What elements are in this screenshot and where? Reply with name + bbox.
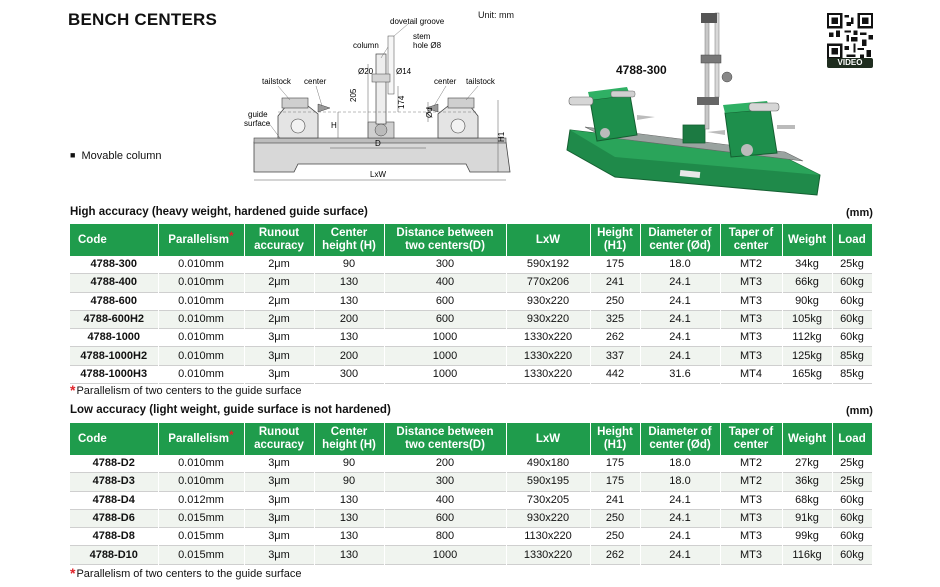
col-center-height: Center height (H) xyxy=(314,423,384,455)
table-header-row xyxy=(70,224,872,256)
cell-runout: 2μm xyxy=(244,310,314,328)
cell-weight: 36kg xyxy=(782,473,832,491)
cell-load: 25kg xyxy=(832,455,872,473)
cell-height: 262 xyxy=(590,546,640,564)
cell-weight: 112kg xyxy=(782,329,832,347)
diagram-column xyxy=(376,54,386,124)
cell-center-height: 90 xyxy=(314,256,384,274)
cell-distance: 300 xyxy=(384,473,506,491)
cell-center-height: 130 xyxy=(314,546,384,564)
cell-load: 85kg xyxy=(832,365,872,383)
feature-text: Movable column xyxy=(81,150,162,162)
cell-diameter: 31.6 xyxy=(640,365,720,383)
cell-weight: 105kg xyxy=(782,310,832,328)
table-row xyxy=(70,274,872,292)
label-column: column xyxy=(353,41,379,50)
col-load: Load xyxy=(832,423,872,455)
label-stem-hole: hole Ø8 xyxy=(413,41,442,50)
col-lxw: LxW xyxy=(506,224,590,256)
cell-diameter: 24.1 xyxy=(640,329,720,347)
cell-weight: 165kg xyxy=(782,365,832,383)
table-row xyxy=(70,473,872,491)
cell-weight: 116kg xyxy=(782,546,832,564)
col-weight: Weight xyxy=(782,224,832,256)
col-lxw: LxW xyxy=(506,423,590,455)
cell-diameter: 24.1 xyxy=(640,491,720,509)
cell-diameter: 24.1 xyxy=(640,509,720,527)
table-row xyxy=(70,491,872,509)
col-diameter: Diameter of center (Ød) xyxy=(640,423,720,455)
cell-height: 337 xyxy=(590,347,640,365)
cell-runout: 3μm xyxy=(244,509,314,527)
cell-runout: 3μm xyxy=(244,329,314,347)
cell-parallelism: 0.010mm xyxy=(158,292,244,310)
cell-parallelism: 0.010mm xyxy=(158,310,244,328)
cell-weight: 34kg xyxy=(782,256,832,274)
col-center-height: Center height (H) xyxy=(314,224,384,256)
table-row xyxy=(70,347,872,365)
label-h: H xyxy=(331,121,337,130)
label-lxw: LxW xyxy=(370,170,386,179)
cell-runout: 3μm xyxy=(244,528,314,546)
label-d20: Ø20 xyxy=(358,67,374,76)
cell-distance: 400 xyxy=(384,274,506,292)
cell-lxw: 730x205 xyxy=(506,491,590,509)
cell-diameter: 18.0 xyxy=(640,473,720,491)
cell-lxw: 590x192 xyxy=(506,256,590,274)
table-header-row xyxy=(70,423,872,455)
product-photo xyxy=(555,5,830,205)
cell-parallelism: 0.010mm xyxy=(158,274,244,292)
cell-distance: 1000 xyxy=(384,365,506,383)
label-dovetail: dovetail groove xyxy=(390,17,445,26)
cell-load: 25kg xyxy=(832,256,872,274)
cell-taper: MT2 xyxy=(720,256,782,274)
cell-taper: MT2 xyxy=(720,473,782,491)
table-row xyxy=(70,455,872,473)
bench-center-diagram xyxy=(238,14,518,186)
cell-code: 4788-D8 xyxy=(70,528,158,546)
feature-item xyxy=(70,150,162,162)
cell-parallelism: 0.010mm xyxy=(158,455,244,473)
label-stem: stem xyxy=(413,32,431,41)
cell-weight: 66kg xyxy=(782,274,832,292)
cell-runout: 2μm xyxy=(244,274,314,292)
cell-lxw: 1330x220 xyxy=(506,546,590,564)
col-code: Code xyxy=(70,423,158,455)
label-d: D xyxy=(375,139,381,148)
cell-distance: 400 xyxy=(384,491,506,509)
col-load: Load xyxy=(832,224,872,256)
cell-taper: MT3 xyxy=(720,310,782,328)
cell-code: 4788-400 xyxy=(70,274,158,292)
cell-center-height: 130 xyxy=(314,509,384,527)
asterisk-icon: * xyxy=(70,382,76,398)
col-parallelism: Parallelism* xyxy=(158,423,244,455)
cell-parallelism: 0.010mm xyxy=(158,256,244,274)
cell-center-height: 90 xyxy=(314,455,384,473)
table-row xyxy=(70,329,872,347)
label-tailstock-right: tailstock xyxy=(466,77,495,86)
cell-load: 60kg xyxy=(832,310,872,328)
cell-taper: MT3 xyxy=(720,509,782,527)
cell-distance: 800 xyxy=(384,528,506,546)
cell-load: 60kg xyxy=(832,491,872,509)
cell-runout: 2μm xyxy=(244,292,314,310)
cell-height: 250 xyxy=(590,528,640,546)
low-accuracy-title: Low accuracy (light weight, guide surface is not hardened) xyxy=(70,404,391,416)
unit-note: Unit: mm xyxy=(478,10,514,20)
col-taper: Taper of center xyxy=(720,224,782,256)
table-row xyxy=(70,310,872,328)
cell-diameter: 18.0 xyxy=(640,256,720,274)
cell-center-height: 300 xyxy=(314,365,384,383)
cell-center-height: 200 xyxy=(314,347,384,365)
cell-lxw: 490x180 xyxy=(506,455,590,473)
label-center-right: center xyxy=(434,77,457,86)
cell-load: 60kg xyxy=(832,292,872,310)
cell-center-height: 130 xyxy=(314,292,384,310)
cell-height: 442 xyxy=(590,365,640,383)
cell-weight: 125kg xyxy=(782,347,832,365)
cell-parallelism: 0.012mm xyxy=(158,491,244,509)
cell-center-height: 90 xyxy=(314,473,384,491)
cell-taper: MT3 xyxy=(720,546,782,564)
col-diameter: Diameter of center (Ød) xyxy=(640,224,720,256)
cell-height: 241 xyxy=(590,274,640,292)
cell-taper: MT3 xyxy=(720,528,782,546)
cell-height: 175 xyxy=(590,256,640,274)
col-distance: Distance between two centers(D) xyxy=(384,224,506,256)
cell-height: 250 xyxy=(590,292,640,310)
cell-code: 4788-D2 xyxy=(70,455,158,473)
low-accuracy-table xyxy=(70,423,873,565)
cell-height: 250 xyxy=(590,509,640,527)
cell-lxw: 770x206 xyxy=(506,274,590,292)
label-surface: surface xyxy=(244,119,271,128)
col-weight: Weight xyxy=(782,423,832,455)
low-accuracy-unit: (mm) xyxy=(846,405,873,417)
cell-weight: 90kg xyxy=(782,292,832,310)
cell-code: 4788-D10 xyxy=(70,546,158,564)
cell-height: 241 xyxy=(590,491,640,509)
cell-diameter: 24.1 xyxy=(640,310,720,328)
bullet-icon: ■ xyxy=(70,150,76,160)
cell-parallelism: 0.015mm xyxy=(158,509,244,527)
cell-parallelism: 0.015mm xyxy=(158,528,244,546)
cell-runout: 3μm xyxy=(244,347,314,365)
cell-distance: 1000 xyxy=(384,347,506,365)
cell-center-height: 200 xyxy=(314,310,384,328)
cell-runout: 3μm xyxy=(244,491,314,509)
cell-runout: 3μm xyxy=(244,365,314,383)
cell-weight: 91kg xyxy=(782,509,832,527)
table-row xyxy=(70,292,872,310)
cell-distance: 600 xyxy=(384,509,506,527)
video-badge[interactable]: VIDEO xyxy=(827,58,873,68)
cell-diameter: 24.1 xyxy=(640,292,720,310)
cell-code: 4788-600H2 xyxy=(70,310,158,328)
table-row xyxy=(70,509,872,527)
cell-taper: MT4 xyxy=(720,365,782,383)
high-accuracy-table xyxy=(70,224,873,384)
cell-height: 262 xyxy=(590,329,640,347)
cell-weight: 99kg xyxy=(782,528,832,546)
table-row xyxy=(70,528,872,546)
cell-runout: 3μm xyxy=(244,473,314,491)
col-runout: Runout accuracy xyxy=(244,423,314,455)
table-row xyxy=(70,546,872,564)
label-d14: Ø14 xyxy=(396,67,412,76)
cell-code: 4788-1000H2 xyxy=(70,347,158,365)
cell-runout: 2μm xyxy=(244,256,314,274)
cell-code: 4788-1000 xyxy=(70,329,158,347)
cell-load: 60kg xyxy=(832,546,872,564)
cell-distance: 300 xyxy=(384,256,506,274)
high-accuracy-unit: (mm) xyxy=(846,207,873,219)
cell-load: 60kg xyxy=(832,528,872,546)
cell-weight: 27kg xyxy=(782,455,832,473)
cell-lxw: 930x220 xyxy=(506,310,590,328)
page-title: BENCH CENTERS xyxy=(68,10,218,29)
cell-taper: MT3 xyxy=(720,329,782,347)
cell-diameter: 18.0 xyxy=(640,455,720,473)
col-height: Height (H1) xyxy=(590,224,640,256)
cell-lxw: 1330x220 xyxy=(506,329,590,347)
cell-code: 4788-D4 xyxy=(70,491,158,509)
cell-height: 175 xyxy=(590,455,640,473)
cell-runout: 3μm xyxy=(244,546,314,564)
cell-lxw: 1330x220 xyxy=(506,347,590,365)
col-taper: Taper of center xyxy=(720,423,782,455)
label-205: 205 xyxy=(349,88,358,102)
cell-parallelism: 0.015mm xyxy=(158,546,244,564)
cell-lxw: 930x220 xyxy=(506,292,590,310)
cell-parallelism: 0.010mm xyxy=(158,365,244,383)
cell-code: 4788-D3 xyxy=(70,473,158,491)
cell-taper: MT2 xyxy=(720,455,782,473)
cell-diameter: 24.1 xyxy=(640,347,720,365)
cell-distance: 200 xyxy=(384,455,506,473)
diagram-base xyxy=(254,142,510,172)
cell-center-height: 130 xyxy=(314,528,384,546)
cell-code: 4788-D6 xyxy=(70,509,158,527)
cell-taper: MT3 xyxy=(720,347,782,365)
col-runout: Runout accuracy xyxy=(244,224,314,256)
col-height: Height (H1) xyxy=(590,423,640,455)
cell-lxw: 590x195 xyxy=(506,473,590,491)
cell-distance: 600 xyxy=(384,310,506,328)
label-tailstock-left: tailstock xyxy=(262,77,291,86)
asterisk-icon: * xyxy=(70,565,76,581)
cell-code: 4788-300 xyxy=(70,256,158,274)
cell-height: 325 xyxy=(590,310,640,328)
qr-code-icon[interactable] xyxy=(826,13,874,59)
cell-weight: 68kg xyxy=(782,491,832,509)
cell-distance: 600 xyxy=(384,292,506,310)
cell-parallelism: 0.010mm xyxy=(158,473,244,491)
cell-load: 85kg xyxy=(832,347,872,365)
cell-code: 4788-1000H3 xyxy=(70,365,158,383)
cell-load: 60kg xyxy=(832,329,872,347)
cell-lxw: 1330x220 xyxy=(506,365,590,383)
cell-center-height: 130 xyxy=(314,491,384,509)
cell-taper: MT3 xyxy=(720,292,782,310)
photo-model-label: 4788-300 xyxy=(616,63,667,77)
cell-center-height: 130 xyxy=(314,274,384,292)
label-center-left: center xyxy=(304,77,327,86)
cell-taper: MT3 xyxy=(720,491,782,509)
cell-diameter: 24.1 xyxy=(640,274,720,292)
col-parallelism: Parallelism* xyxy=(158,224,244,256)
cell-code: 4788-600 xyxy=(70,292,158,310)
cell-runout: 3μm xyxy=(244,455,314,473)
cell-load: 60kg xyxy=(832,274,872,292)
label-174: 174 xyxy=(397,95,406,109)
table-row xyxy=(70,256,872,274)
cell-height: 175 xyxy=(590,473,640,491)
cell-lxw: 930x220 xyxy=(506,509,590,527)
col-distance: Distance between two centers(D) xyxy=(384,423,506,455)
cell-lxw: 1130x220 xyxy=(506,528,590,546)
cell-load: 60kg xyxy=(832,509,872,527)
cell-diameter: 24.1 xyxy=(640,546,720,564)
cell-parallelism: 0.010mm xyxy=(158,347,244,365)
col-code: Code xyxy=(70,224,158,256)
high-accuracy-title: High accuracy (heavy weight, hardened guide surface) xyxy=(70,206,368,218)
cell-center-height: 130 xyxy=(314,329,384,347)
label-guide: guide xyxy=(248,110,268,119)
cell-load: 25kg xyxy=(832,473,872,491)
cell-taper: MT3 xyxy=(720,274,782,292)
cell-distance: 1000 xyxy=(384,329,506,347)
cell-parallelism: 0.010mm xyxy=(158,329,244,347)
cell-diameter: 24.1 xyxy=(640,528,720,546)
high-accuracy-note: *Parallelism of two centers to the guide surface xyxy=(70,382,302,398)
label-h1: H1 xyxy=(497,131,506,142)
cell-distance: 1000 xyxy=(384,546,506,564)
low-accuracy-note: *Parallelism of two centers to the guide surface xyxy=(70,565,302,581)
label-od: Ød xyxy=(425,107,434,118)
